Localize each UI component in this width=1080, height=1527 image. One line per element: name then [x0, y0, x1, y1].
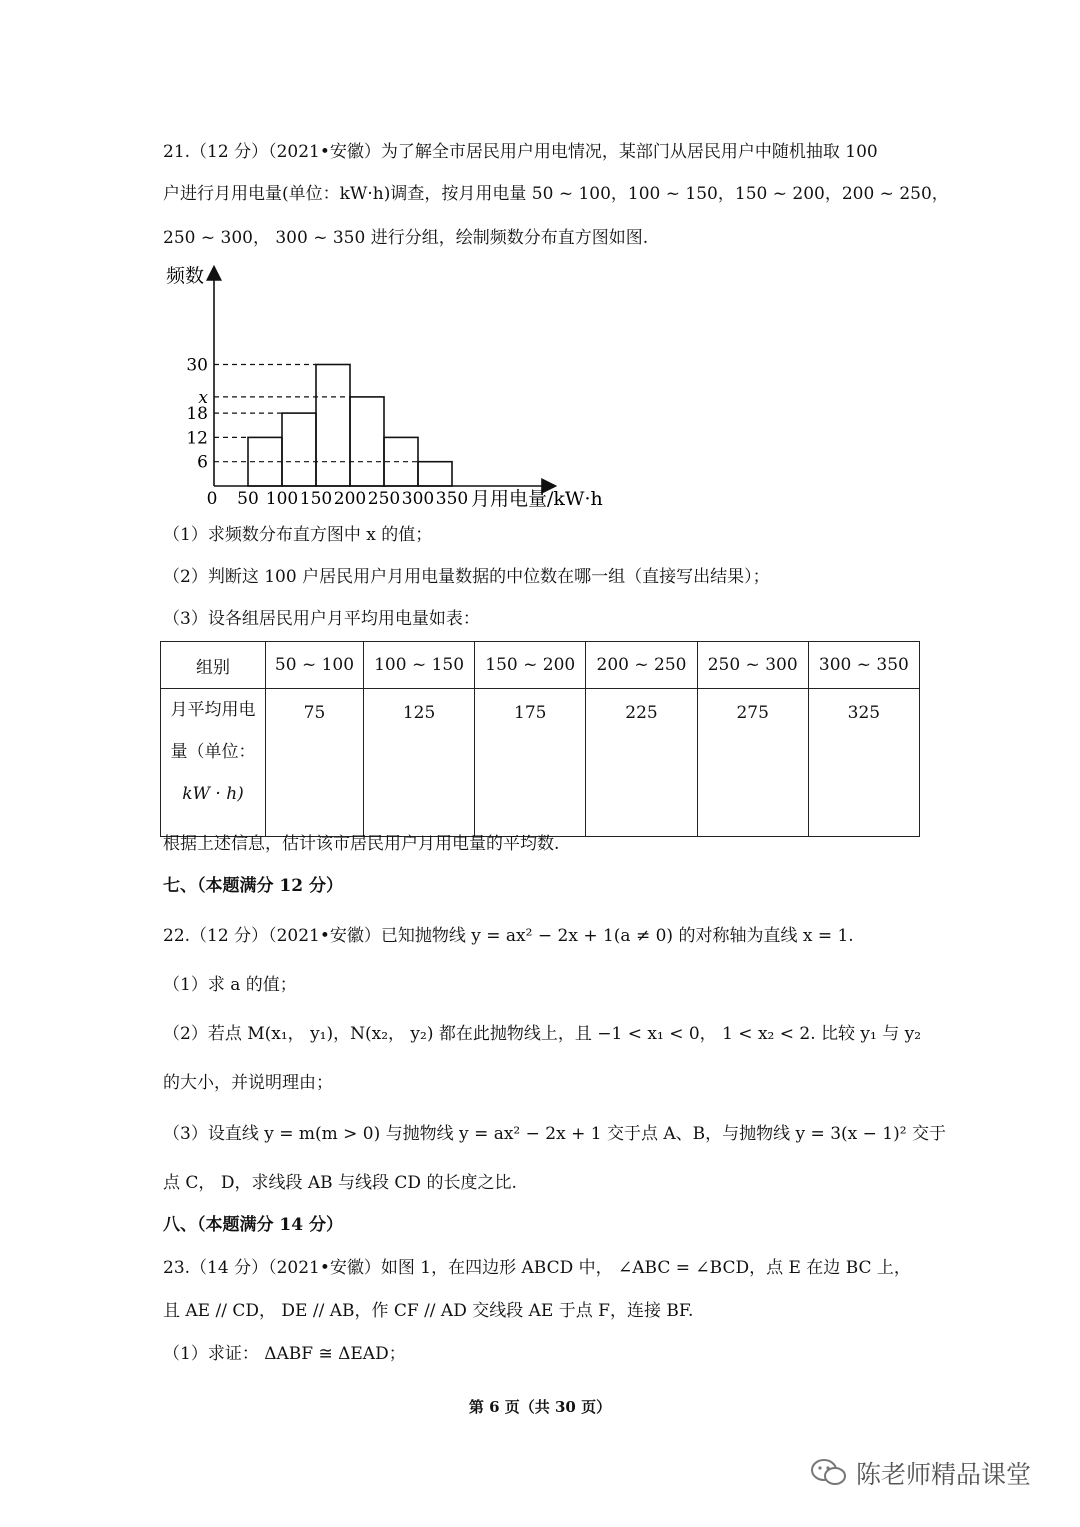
section-8-title: 八、（本题满分 14 分） [163, 1215, 343, 1235]
x-tick-label: 250 [367, 489, 401, 509]
q23-line1: 23.（14 分）（2021•安徽）如图 1，在四边形 ABCD 中， ∠ABC = ∠BCD，点 E 在边 BC 上， [163, 1258, 911, 1278]
q21-p1: （1）求频数分布直方图中 x 的值； [163, 525, 433, 545]
x-tick-label: 350 [435, 489, 469, 509]
table-header-cell: 300 ~ 350 [808, 642, 919, 689]
x-tick-label: 300 [401, 489, 435, 509]
q22-p2a: （2）若点 M(x₁， y₁)，N(x₂， y₂) 都在此抛物线上，且 −1 < x₁ < 0， 1 < x₂ < 2. 比较 y₁ 与 y₂ [163, 1024, 922, 1044]
watermark [810, 1455, 1031, 1491]
q21-p2: （2）判断这 100 户居民用户月用电量数据的中位数在哪一组（直接写出结果）； [163, 567, 770, 587]
q21-line3: 250 ~ 300， 300 ~ 350 进行分组，绘制频数分布直方图如图. [163, 228, 649, 248]
table-header-cell: 250 ~ 300 [697, 642, 808, 689]
page-footer: 第 6 页（共 30 页） [468, 1398, 612, 1416]
table-value-cell: 175 [475, 689, 586, 837]
y-tick-label: 18 [186, 404, 208, 425]
q22-p3b: 点 C， D，求线段 AB 与线段 CD 的长度之比. [163, 1173, 517, 1193]
table-header-cell: 150 ~ 200 [475, 642, 586, 689]
q23-p1: （1）求证： ΔABF ≅ ΔEAD； [163, 1344, 406, 1364]
x-tick-label: 150 [299, 489, 333, 509]
watermark-text: 陈老师精品课堂 [856, 1460, 1032, 1489]
group-table [160, 641, 920, 837]
table-header-cell: 200 ~ 250 [586, 642, 697, 689]
y-axis-label: 频数 [166, 265, 205, 287]
q21-line2: 户进行月用电量(单位：kW·h)调查，按月用电量 50 ~ 100，100 ~ 150，150 ~ 200，200 ~ 250， [163, 184, 949, 204]
table-value-cell: 275 [697, 689, 808, 837]
x-tick-label: 0 [206, 489, 218, 509]
histogram-bar [418, 462, 452, 486]
histogram-bar [350, 397, 384, 486]
table-value-cell: 325 [808, 689, 919, 837]
q21-after: 根据上述信息，估计该市居民用户月用电量的平均数. [163, 834, 560, 854]
histogram-bar [316, 365, 350, 487]
table-value-cell: 125 [363, 689, 474, 837]
q21-p3: （3）设各组居民用户月平均用电量如表： [163, 609, 480, 629]
x-tick-label: 100 [265, 489, 299, 509]
histogram-bar [282, 413, 316, 486]
y-tick-label: 6 [197, 452, 208, 473]
table-header-cell: 50 ~ 100 [266, 642, 364, 689]
q22-line1: 22.（12 分）（2021•安徽）已知抛物线 y = ax² − 2x + 1(a ≠ 0) 的对称轴为直线 x = 1. [163, 926, 854, 946]
table-value-cell: 225 [586, 689, 697, 837]
x-tick-label: 200 [333, 489, 367, 509]
table-row-label: 月平均用电 量（单位： kW · h) [161, 689, 266, 837]
y-tick-label: 12 [186, 428, 208, 449]
q22-p3a: （3）设直线 y = m(m > 0) 与抛物线 y = ax² − 2x + 1 交于点 A、B，与抛物线 y = 3(x − 1)² 交于 [163, 1124, 946, 1144]
q21-line1: 21.（12 分）（2021•安徽）为了解全市居民用户用电情况，某部门从居民用户中随机抽取 100 [163, 142, 878, 162]
table-header-cell: 组别 [161, 642, 266, 689]
histogram [160, 258, 620, 516]
x-tick-label: 50 [237, 489, 259, 509]
x-axis-label: 月用电量/kW·h [471, 488, 603, 510]
q23-line2: 且 AE // CD， DE // AB，作 CF // AD 交线段 AE 于点 F，连接 BF. [163, 1301, 694, 1321]
q22-p2b: 的大小，并说明理由； [163, 1073, 333, 1093]
section-7-title: 七、（本题满分 12 分） [163, 876, 343, 896]
wechat-icon [810, 1458, 848, 1488]
q22-p1: （1）求 a 的值； [163, 975, 297, 995]
table-header-cell: 100 ~ 150 [363, 642, 474, 689]
y-tick-label: 30 [186, 355, 208, 376]
table-value-cell: 75 [266, 689, 364, 837]
y-tick-label: x [198, 387, 208, 408]
